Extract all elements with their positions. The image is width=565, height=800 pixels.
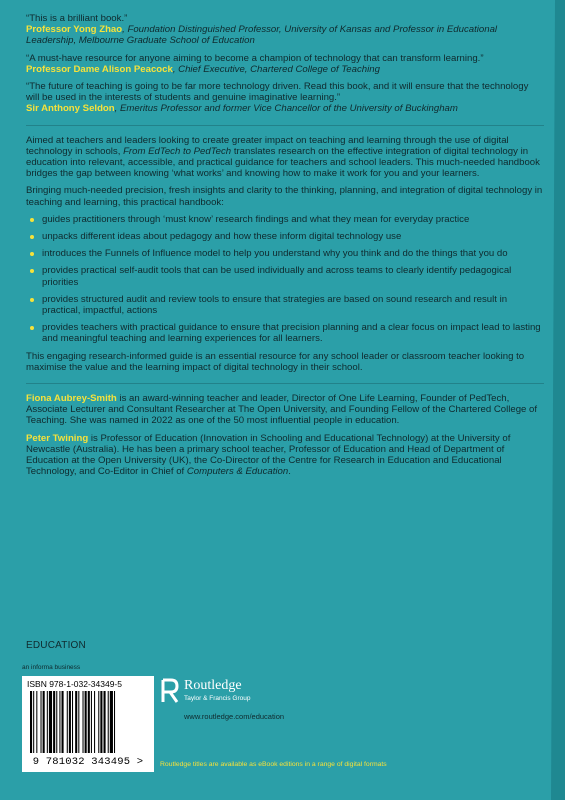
barcode-bar xyxy=(88,691,90,753)
lead-in-paragraph: Bringing much-needed precision, fresh insights and clarity to the thinking, planning, and integration of digital technology in teaching and learning, this practical handbook: xyxy=(26,185,543,208)
barcode-digits: 9 781032 343495 > xyxy=(32,756,144,768)
barcode-bar xyxy=(78,691,79,753)
spine-edge-decoration xyxy=(549,0,565,800)
barcode-bar xyxy=(91,691,92,753)
list-item xyxy=(26,294,544,316)
intro-paragraph xyxy=(26,135,544,180)
barcode-icon xyxy=(30,691,148,753)
author-bio xyxy=(26,393,544,427)
barcode-bar xyxy=(100,691,102,753)
list-item xyxy=(26,214,544,225)
author-bio-text: is an award-winning teacher and leader, Director of One Life Learning, Founder of PedTech, Associate Lecturer and Consultant Researcher at The Open University, and Founding Fellow of the Chartered College of Teaching. She was named in 2022 as one of the 50 most influential people in education. xyxy=(26,393,538,427)
list-item-text: guides practitioners through ‘must know’ research findings and what they mean for everyday practice xyxy=(42,213,470,225)
informa-tagline: an informa business xyxy=(22,664,81,671)
barcode-bar xyxy=(72,691,73,753)
barcode-bar xyxy=(33,691,34,753)
barcode-bar xyxy=(53,691,55,753)
author-bio-end: . xyxy=(288,466,291,478)
list-item xyxy=(26,322,544,344)
barcode-bar xyxy=(98,691,99,753)
intro-text-start: Aimed at teachers and leaders looking to create greater impact on teaching and learning through the use of digital technology in schools, xyxy=(26,134,509,157)
list-item-text: provides teachers with practical guidance to ensure that precision planning and a clear focus on impact lead to lasting and meaningful teaching and learning experiences for all learners. xyxy=(42,322,541,345)
endorsement-quote xyxy=(26,53,544,75)
barcode-bar xyxy=(36,691,37,753)
list-item-text: provides structured audit and review tools to ensure that strategies are based on sound research and result in practical, impactful, actions xyxy=(42,293,508,317)
author-name: Fiona Aubrey-Smith xyxy=(26,393,117,405)
list-item-text: unpacks different ideas about pedagogy and how these inform digital technology use xyxy=(42,231,402,243)
bullet-dot-icon xyxy=(30,218,34,222)
quote-text: “A must-have resource for anyone aiming to become a champion of technology that can transform learning.” xyxy=(26,52,484,64)
bullet-dot-icon xyxy=(30,252,34,256)
divider xyxy=(26,125,544,126)
barcode-bar xyxy=(43,691,45,753)
list-item xyxy=(26,265,544,287)
barcode-bar xyxy=(47,691,48,753)
barcode-bar xyxy=(83,691,84,753)
barcode-bar xyxy=(30,691,32,753)
category-label: EDUCATION xyxy=(26,640,86,651)
quote-author xyxy=(26,103,544,114)
publisher-name: Routledge xyxy=(184,678,242,693)
barcode-bar xyxy=(56,691,57,753)
quote-author-name: Professor Yong Zhao xyxy=(26,24,123,36)
list-item xyxy=(26,231,544,242)
feature-list xyxy=(26,214,544,345)
divider xyxy=(26,383,544,384)
barcode-graphic xyxy=(30,691,148,753)
barcode-bar xyxy=(59,691,60,753)
barcode-bar xyxy=(62,691,64,753)
quote-author-name: Sir Anthony Seldon xyxy=(26,103,115,115)
book-title-italic: From EdTech to PedTech xyxy=(123,145,232,157)
quote-author-role: , Emeritus Professor and former Vice Chancellor of the University of Buckingham xyxy=(114,103,458,115)
quote-author xyxy=(26,24,544,46)
quote-author-name: Professor Dame Alison Peacock xyxy=(26,63,173,75)
endorsement-quote xyxy=(26,81,544,115)
barcode-bar xyxy=(85,691,87,753)
bullet-dot-icon xyxy=(30,298,34,302)
routledge-logo-icon xyxy=(160,678,180,704)
quote-author-role: , Chief Executive, Chartered College of Teaching xyxy=(172,63,380,75)
endorsement-quote xyxy=(26,13,544,47)
list-item xyxy=(26,248,544,259)
quote-text: “This is a brilliant book.” xyxy=(26,13,128,24)
closing-paragraph: This engaging research-informed guide is an essential resource for any school leader or classroom teacher looking to maximise the value and the learning impact of digital technology in their school. xyxy=(26,350,525,373)
isbn-text: ISBN 978-1-032-34349-5 xyxy=(27,679,122,689)
barcode-box xyxy=(22,676,154,772)
publisher-group: Taylor & Francis Group xyxy=(184,695,251,702)
quote-author-role: , Foundation Distinguished Professor, University of Kansas and Professor in Educational Leadership, Melbourne Graduate School of Education xyxy=(26,24,498,47)
quote-text: “The future of teaching is going to be far more technology driven. Read this book, and it will ensure that the technology will be used in the interests of students and genuine imaginative learning.” xyxy=(26,81,529,104)
barcode-bar xyxy=(108,691,109,753)
quote-author xyxy=(26,64,544,75)
bullet-dot-icon xyxy=(30,235,34,239)
author-bio-text: is Professor of Education (Innovation in Schooling and Educational Technology) at the University of Newcastle (Australia). He has been a primary school teacher, Professor of Education and Head of Department of Education at the Open University (UK), the Co-Director of the Centre for Research in Education and Educational Technology, and Co-Editor in Chief of xyxy=(26,432,511,478)
publisher-logo xyxy=(160,678,420,704)
bullet-dot-icon xyxy=(30,326,34,330)
barcode-bar xyxy=(41,691,42,753)
barcode-bar xyxy=(94,691,95,753)
ebook-note: Routledge titles are available as eBook editions in a range of digital formats xyxy=(160,761,387,768)
barcode-bar xyxy=(69,691,71,753)
barcode-bar xyxy=(104,691,106,753)
barcode-bar xyxy=(110,691,113,753)
barcode-bar xyxy=(67,691,68,753)
list-item-text: provides practical self-audit tools that can be used individually and across teams to clearly identify pedagogical priorities xyxy=(42,265,512,288)
barcode-bar xyxy=(49,691,52,753)
publisher-website[interactable]: www.routledge.com/education xyxy=(184,712,285,721)
bullet-dot-icon xyxy=(30,269,34,273)
author-bio xyxy=(26,433,544,478)
intro-text-end: translates research on the effective integration of digital technology in education into relevant, accessible, and practical guidance for teachers and school leaders. This much-needed handbook bridges the gap between knowing ‘what works’ and knowing how to make it work for you and your learners. xyxy=(26,145,540,180)
barcode-bar xyxy=(114,691,115,753)
journal-title: Computers & Education xyxy=(186,466,289,478)
author-name: Peter Twining xyxy=(26,432,89,444)
barcode-bar xyxy=(75,691,77,753)
cover-text xyxy=(26,13,544,484)
list-item-text: introduces the Funnels of Influence model to help you understand why you think and do the things that you do xyxy=(42,248,508,260)
